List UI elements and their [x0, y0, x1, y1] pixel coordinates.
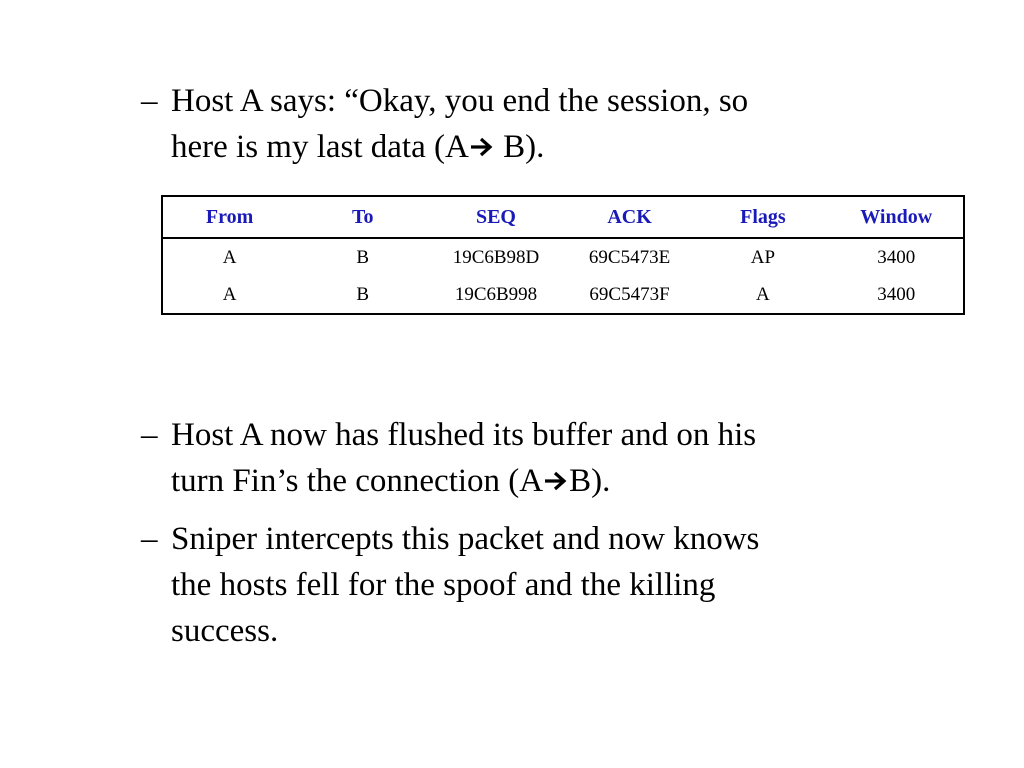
- cell-from: A: [222, 246, 237, 268]
- right-arrow-icon: [544, 458, 568, 504]
- column-header-to: To: [296, 196, 429, 238]
- bullet-host-a-last-data: [141, 78, 921, 170]
- table-row: [162, 276, 964, 314]
- bullet-sniper-intercepts: [141, 516, 921, 654]
- cell-from: A: [222, 283, 237, 305]
- cell-window: 3400: [877, 283, 916, 305]
- column-header-flags: Flags: [696, 196, 829, 238]
- cell-to: B: [356, 283, 370, 305]
- column-header-ack: ACK: [563, 196, 697, 238]
- tcp-packet-table: [161, 195, 965, 315]
- right-arrow-icon: [470, 124, 494, 170]
- cell-window: 3400: [877, 246, 916, 268]
- column-header-seq: SEQ: [429, 196, 563, 238]
- bullet-dash: –: [141, 521, 158, 557]
- column-header-from: From: [162, 196, 296, 238]
- bullet-line-with-arrow: [141, 124, 921, 170]
- cell-ack: 69C5473E: [588, 246, 671, 268]
- cell-seq: 19C6B98D: [452, 246, 540, 268]
- bullet-line: success.: [171, 613, 279, 649]
- bullet-text: turn Fin’s the connection (A: [171, 463, 544, 499]
- cell-seq: 19C6B998: [454, 283, 538, 305]
- cell-flags: AP: [750, 246, 776, 268]
- table-header-row: [162, 196, 964, 238]
- bullet-dash: –: [141, 83, 158, 119]
- bullet-dash: –: [141, 417, 158, 453]
- bullet-line: the hosts fell for the spoof and the killing: [171, 567, 716, 603]
- bullet-line-with-arrow: [141, 458, 921, 504]
- bullet-line: Host A now has flushed its buffer and on his: [171, 417, 757, 453]
- table-row: [162, 238, 964, 276]
- bullet-text: B).: [494, 129, 545, 165]
- column-header-window: Window: [830, 196, 965, 238]
- bullet-text: B).: [569, 463, 611, 499]
- cell-ack: 69C5473F: [589, 283, 670, 305]
- bullet-line: Host A says: “Okay, you end the session, so: [171, 83, 749, 119]
- bullet-line: Sniper intercepts this packet and now knows: [171, 521, 760, 557]
- bullet-text: here is my last data (A: [171, 129, 469, 165]
- cell-to: B: [356, 246, 370, 268]
- bullet-host-a-flushed: [141, 412, 921, 504]
- cell-flags: A: [756, 283, 770, 305]
